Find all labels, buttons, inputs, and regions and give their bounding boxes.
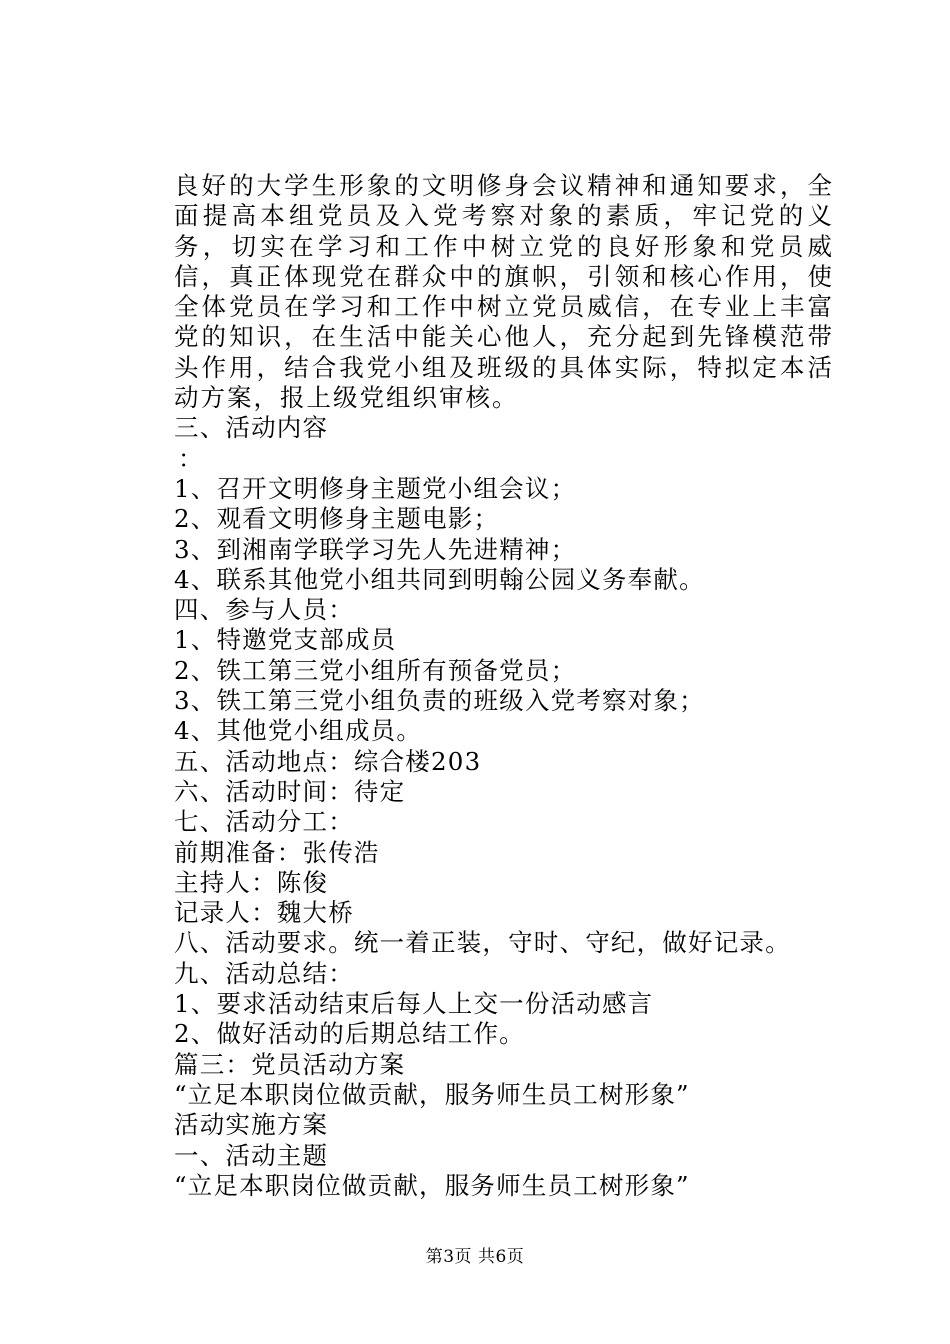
heading-activity-content: 三、活动内容 <box>174 413 329 443</box>
plan-title: 活动实施方案 <box>174 1110 329 1140</box>
heading-theme: 一、活动主题 <box>174 1140 329 1170</box>
slogan-title: “立足本职岗位做贡献，服务师生员工树形象” <box>174 1079 690 1109</box>
heading-location: 五、活动地点：综合楼203 <box>174 746 482 776</box>
heading-participants: 四、参与人员： <box>174 595 354 625</box>
page-number-footer: 第3页 共6页 <box>425 1247 525 1267</box>
section-title: 篇三：党员活动方案 <box>174 1049 406 1079</box>
theme-slogan: “立足本职岗位做贡献，服务师生员工树形象” <box>174 1170 690 1200</box>
content-item-2: 2、观看文明修身主题电影； <box>174 504 500 534</box>
content-item-1: 1、召开文明修身主题党小组会议； <box>174 473 577 503</box>
heading-time: 六、活动时间：待定 <box>174 776 406 806</box>
participant-item-2: 2、铁工第三党小组所有预备党员； <box>174 655 577 685</box>
colon-line: ： <box>178 443 204 473</box>
heading-requirements: 八、活动要求。统一着正装，守时、守纪，做好记录。 <box>174 928 791 958</box>
participant-item-1: 1、特邀党支部成员 <box>174 625 397 655</box>
intro-paragraph: 良好的大学生形象的文明修身会议精神和通知要求，全面提高本组党员及入党考察对象的素质，牢记党的义务，切实在学习和工作中树立党的良好形象和党员威信，真正体现党在群众中的旗帜，引领和核心作用，使全体党员在学习和工作中树立党员威信，在专业上丰富党的知识，在生活中能关心他人，充分起到先锋模范带头作用，结合我党小组及班级的具体实际，特拟定本活动方案，报上级党组织审核。 <box>174 171 834 413</box>
summary-item-2: 2、做好活动的后期总结工作。 <box>174 1019 525 1049</box>
heading-summary: 九、活动总结： <box>174 958 354 988</box>
participant-item-4: 4、其他党小组成员。 <box>174 716 423 746</box>
summary-item-1: 1、要求活动结束后每人上交一份活动感言 <box>174 989 654 1019</box>
division-preparation: 前期准备：张传浩 <box>174 837 380 867</box>
division-host: 主持人：陈俊 <box>174 867 329 897</box>
division-recorder: 记录人：魏大桥 <box>174 898 354 928</box>
participant-item-3: 3、铁工第三党小组负责的班级入党考察对象； <box>174 686 705 716</box>
content-item-4: 4、联系其他党小组共同到明翰公园义务奉献。 <box>174 564 705 594</box>
heading-division: 七、活动分工： <box>174 807 354 837</box>
document-body <box>174 171 834 1201</box>
content-item-3: 3、到湘南学联学习先人先进精神； <box>174 534 577 564</box>
